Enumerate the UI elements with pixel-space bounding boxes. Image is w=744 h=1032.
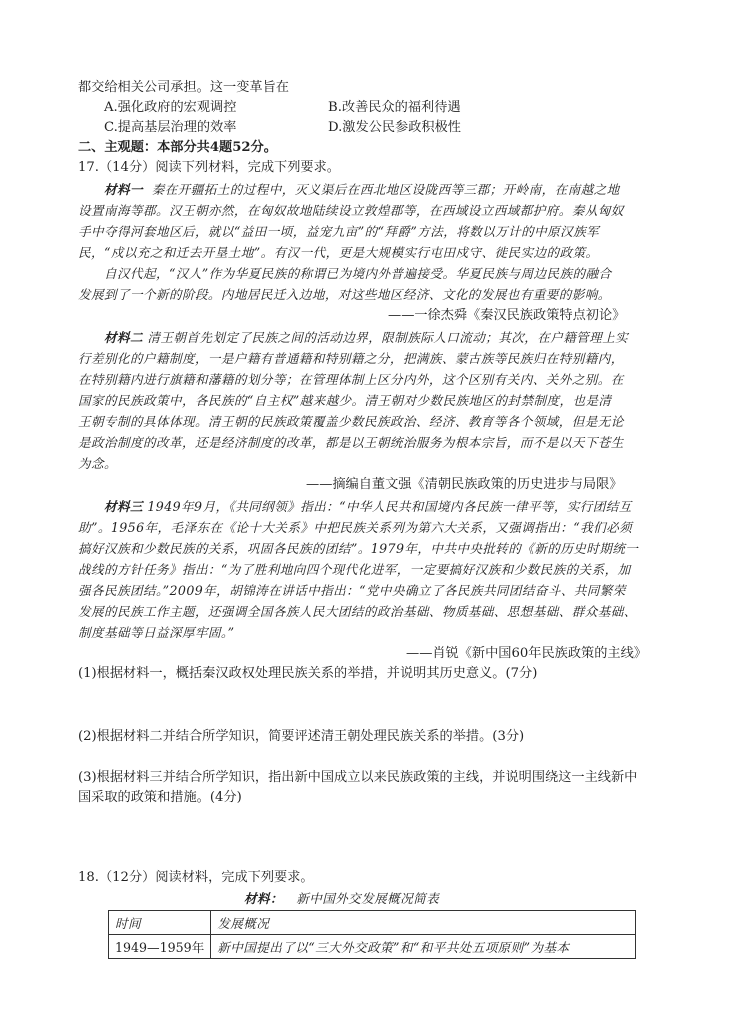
material-3-line: 助”。1956年，毛泽东在《论十大关系》中把民族关系列为第六大关系，又强调指出：“我们必须	[78, 520, 633, 535]
sub-question-1: (1)根据材料一，概括秦汉政权处理民族关系的举措，并说明其历史意义。(7分)	[78, 666, 538, 681]
material-3-label: 材料三	[104, 499, 143, 514]
material-1-line: 发展到了一个新的阶段。内地居民迁入边地，对这些地区经济、文化的发展也有重要的影响。	[78, 287, 611, 302]
option-a: A.强化政府的宏观调控	[104, 100, 237, 115]
material-1-source: ——一徐杰舜《秦汉民族政策特点初论》	[388, 308, 626, 323]
material-1-line: 自汉代起，“汉人”作为华夏民族的称谓已为境内外普遍接受。华夏民族与周边民族的融合	[104, 266, 612, 281]
material-2-source: ——摘编自董文强《清朝民族政策的历史进步与局限》	[306, 477, 623, 492]
table-cell: 新中国提出了以“三大外交政策”和“和平共处五项原则”为基本	[211, 935, 636, 959]
table-caption-label: 材料：	[244, 891, 283, 906]
material-3-paragraph	[104, 497, 632, 517]
material-3-line: 战线的方针任务》指出：“为了胜利地向四个现代化进军，一定要搞好汉族和少数民族的关系，加	[78, 562, 631, 577]
material-1-line: 秦在开疆拓土的过程中，灭义渠后在西北地区设陇西等三郡；开岭南，在南越之地	[151, 182, 620, 197]
sub-question-3-cont: 国采取的政策和措施。(4分)	[78, 790, 242, 805]
material-3-line: 1949年9月，《共同纲领》指出：“中华人民共和国境内各民族一律平等，实行团结互	[147, 499, 632, 514]
material-3-line: 强各民族团结。”2009年，胡锦涛在讲话中指出：“党中央确立了各民族共同团结奋斗、共同繁荣	[78, 583, 626, 598]
material-3-line: 制度基础等日益深厚牢固。”	[78, 625, 235, 640]
material-1-label: 材料一	[104, 182, 143, 197]
q17-heading: 17.（14分）阅读下列材料，完成下列要求。	[78, 160, 340, 175]
table-header-cell: 时间	[109, 911, 211, 935]
material-1-line: 手中夺得河套地区后，就以“益田一顷，益宠九亩”的“拜爵”方法，将数以万计的中原汉族军	[78, 224, 600, 239]
option-d: D.激发公民参政积极性	[328, 120, 461, 135]
continued-question-text: 都交给相关公司承担。这一变革旨在	[78, 80, 289, 95]
table-caption-title: 新中国外交发展概况简表	[296, 891, 440, 906]
table-caption	[244, 889, 439, 909]
material-3-line: 搞好汉族和少数民族的关系，巩固各民族的团结”。1979年，中共中央批转的《新的历史时期统一	[78, 541, 639, 556]
table-header-row	[109, 911, 636, 935]
table-cell: 1949—1959年	[109, 935, 211, 959]
material-2-line: 是政治制度的改革，还是经济制度的改革，都是以王朝统治服务为根本宗旨，而不是以天下苍生	[78, 435, 624, 450]
material-1-line: 设置南海等郡。汉王朝亦然，在匈奴故地陆续设立敦煌郡等，在西域设立西域都护府。秦从匈奴	[78, 203, 624, 218]
material-2-line: 清王朝首先划定了民族之间的活动边界，限制族际人口流动；其次，在户籍管理上实	[147, 330, 629, 345]
material-2-line: 国家的民族政策中，各民族的“自主权”越来越少。清王朝对少数民族地区的封禁制度，也是清	[78, 393, 612, 408]
material-1-paragraph	[104, 180, 620, 200]
option-c: C.提高基层治理的效率	[104, 120, 237, 135]
material-2-line: 行差别化的户籍制度，一是户籍有普通籍和特别籍之分，把满族、蒙古族等民族归在特别籍内，	[78, 351, 624, 366]
table-header-cell: 发展概况	[211, 911, 636, 935]
material-3-source: ——肖锐《新中国60年民族政策的主线》	[406, 646, 647, 661]
sub-question-2: (2)根据材料二并结合所学知识，简要评述清王朝处理民族关系的举措。(3分)	[78, 729, 525, 744]
material-2-line: 在特别籍内进行旗籍和藩籍的划分等；在管理体制上区分内外，这个区别有关内、关外之别。在	[78, 372, 624, 387]
q18-heading: 18.（12分）阅读材料，完成下列要求。	[78, 870, 314, 885]
material-2-line: 为念。	[78, 456, 117, 471]
material-1-line: 民，“戍以充之和迁去开垦土地”。有汉一代，更是大规模实行屯田戍守、徙民实边的政策。	[78, 245, 599, 260]
section-heading: 二、主观题：本部分共4题52分。	[78, 140, 277, 155]
sub-question-3: (3)根据材料三并结合所学知识，指出新中国成立以来民族政策的主线，并说明围绕这一主线新中	[78, 770, 638, 785]
material-3-line: 发展的民族工作主题，还强调全国各族人民大团结的政治基础、物质基础、思想基础、群众基础、	[78, 604, 637, 619]
diplomacy-table	[108, 910, 636, 959]
option-b: B.改善民众的福利待遇	[328, 100, 461, 115]
table-row	[109, 935, 636, 959]
material-2-paragraph	[104, 328, 628, 348]
material-2-line: 王朝专制的具体体现。清王朝的民族政策覆盖少数民族政治、经济、教育等各个领域，但是无论	[78, 414, 624, 429]
material-2-label: 材料二	[104, 330, 143, 345]
